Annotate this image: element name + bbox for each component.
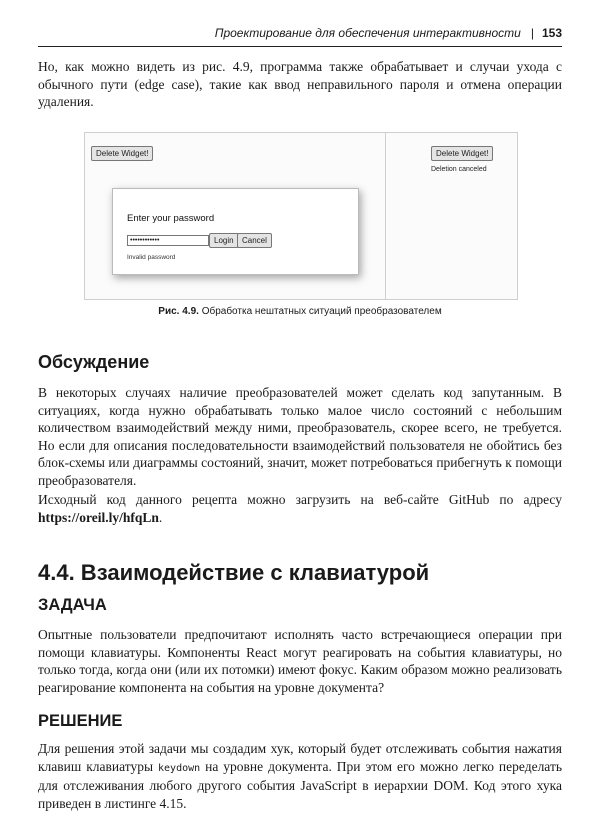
keydown-code: keydown	[158, 762, 201, 774]
login-button[interactable]: Login	[209, 233, 239, 248]
delete-widget-button-left[interactable]: Delete Widget!	[91, 146, 153, 161]
header-separator: |	[530, 26, 534, 40]
delete-widget-button-right[interactable]: Delete Widget!	[431, 146, 493, 161]
solution-text-end: на уровне документа. При этом его можно легко переделать для отслеживания любого другого события JavaScript в иерархии DOM. Код этого хука приведен в листинге 4.15.	[38, 758, 562, 811]
figure-4-9	[84, 132, 518, 300]
task-paragraph: Опытные пользователи предпочитают исполнять часто встречающиеся операции при помощи клавиатуры. Компоненты React могут реагировать на события клавиатуры, но только тогда, когда они (или их потомки) имеют фокус. Каким образом можно реализовать реагирование компонента на события на уровне документа?	[38, 627, 562, 695]
solution-heading: РЕШЕНИЕ	[38, 712, 123, 730]
caption-label: Рис. 4.9.	[158, 306, 199, 317]
intro-paragraph: Но, как можно видеть из рис. 4.9, программа также обрабатывает и случаи ухода с обычного пути (edge case), такие как ввод неправильного пароля и отмена операции удаления.	[38, 59, 562, 110]
section-heading: 4.4. Взаимодействие с клавиатурой	[38, 560, 430, 585]
figure-caption	[0, 306, 600, 317]
discussion-paragraph-2	[38, 491, 562, 526]
discussion-paragraph-1: В некоторых случаях наличие преобразователей может сделать код запутанным. В ситуациях, когда нужно обрабатывать только малое число состояний с небольшим количеством взаимодействий между ними, преобразователь, скорее всего, не требуется. Но если для описания последовательности взаимодействий пользователя не обойтись без блок-схемы или диаграммы состояний, значит, может потребоваться прибегнуть к помощи преобразователя.	[38, 385, 562, 488]
task-heading: ЗАДАЧА	[38, 596, 107, 614]
deletion-status: Deletion canceled	[431, 166, 487, 173]
github-link[interactable]: https://oreil.ly/hfqLn	[38, 509, 159, 525]
page-number: 153	[541, 26, 562, 40]
caption-text: Обработка нештатных ситуаций преобразователем	[201, 306, 442, 317]
sentence-end: .	[158, 509, 163, 525]
running-header	[38, 26, 562, 47]
error-message: Invalid password	[127, 254, 176, 261]
dialog-title: Enter your password	[127, 213, 215, 224]
running-title: Проектирование для обеспечения интерактивности	[214, 26, 521, 40]
password-dialog	[112, 188, 359, 275]
discussion-heading: Обсуждение	[38, 352, 150, 372]
password-input[interactable]: ••••••••••••	[127, 235, 209, 246]
cancel-button[interactable]: Cancel	[237, 233, 272, 248]
solution-paragraph	[38, 740, 562, 812]
figure-divider	[385, 133, 386, 299]
source-code-text: Исходный код данного рецепта можно загрузить на веб-сайте GitHub по адресу	[38, 492, 562, 507]
solution-text-start: Для решения этой задачи мы создадим хук, который будет отслеживать события нажатия клавиш клавиатуры	[38, 741, 562, 774]
